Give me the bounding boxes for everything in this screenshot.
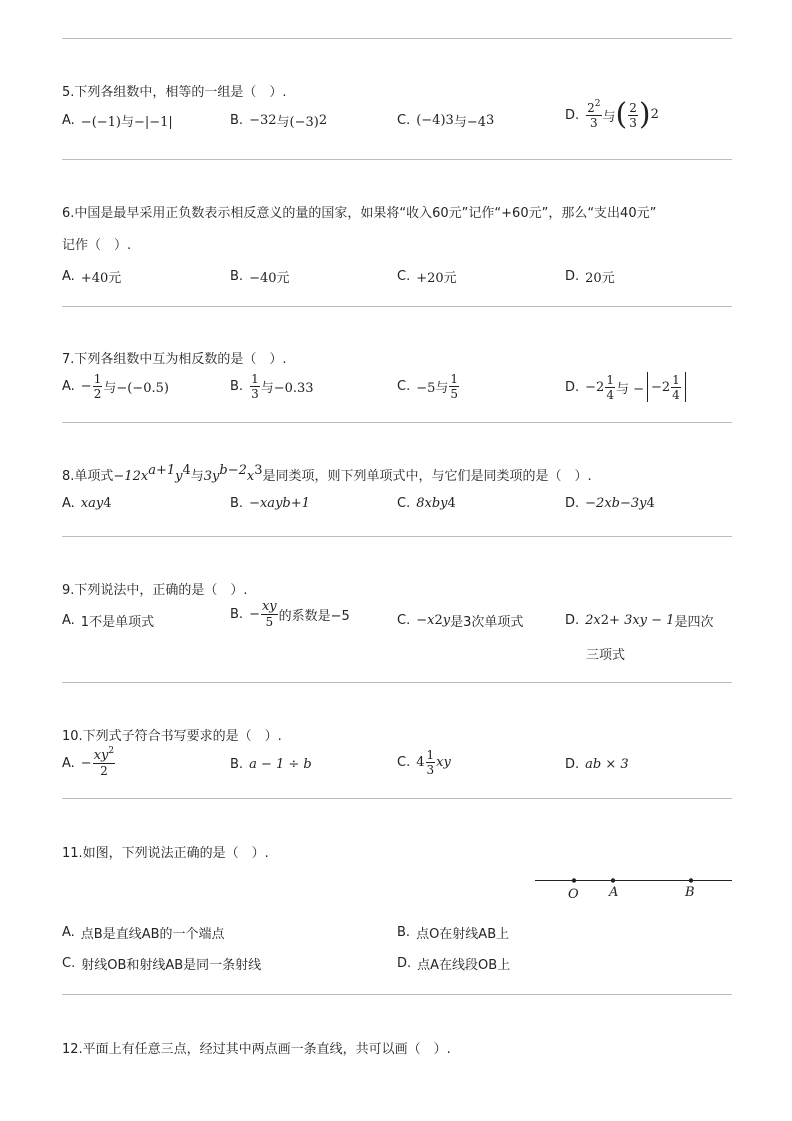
math-base: y xyxy=(440,496,448,511)
fraction xyxy=(449,372,459,401)
fraction xyxy=(261,600,278,629)
q7-option-c[interactable] xyxy=(397,372,460,401)
numerator: 2 xyxy=(629,100,637,115)
option-label: A. xyxy=(62,925,75,940)
question-12-stem: 12.平面上有任意三点，经过其中两点画一条直线，共可以画（ ）. xyxy=(62,1042,451,1057)
numerator: 1 xyxy=(426,748,435,762)
fraction xyxy=(671,373,681,402)
numerator: 2 xyxy=(587,100,595,115)
divider xyxy=(62,994,732,995)
denominator: 3 xyxy=(629,115,637,130)
denominator: 2 xyxy=(93,387,102,401)
stem-prefix: 8.单项式 xyxy=(62,469,114,484)
exponent: 2 xyxy=(594,98,601,109)
q9-option-b[interactable] xyxy=(230,600,350,629)
option-text: 射线OB和射线AB是同一条射线 xyxy=(81,958,262,973)
math-sign: − xyxy=(80,755,92,771)
divider xyxy=(62,536,732,537)
q5-option-d[interactable]: D. $\frac{2^2}{3}$ 与 ( $\frac{2}{3}$ ) 2 xyxy=(565,97,659,132)
option-text: 是四次 xyxy=(674,615,714,630)
divider xyxy=(62,798,732,799)
denominator: 2 xyxy=(100,764,108,778)
q10-option-b[interactable] xyxy=(230,757,312,772)
math-base: y xyxy=(95,496,104,511)
option-text: 1不是单项式 xyxy=(80,615,155,630)
abs-bar-right xyxy=(685,372,686,402)
q8-option-b[interactable]: B. −x a y b+1 xyxy=(230,495,310,511)
question-11-stem: 11.如图，下列说法正确的是（ ）. xyxy=(62,846,269,861)
math-base: y xyxy=(639,496,647,511)
exponent: 2 xyxy=(108,746,115,756)
option-text: 点B是直线AB的一个端点 xyxy=(80,927,225,942)
mixed-number-whole: 4 xyxy=(416,755,425,770)
q10-option-d[interactable] xyxy=(565,757,629,772)
divider xyxy=(62,306,732,307)
fraction xyxy=(586,98,601,130)
question-5-stem: 5.下列各组数中，相等的一组是（ ）. xyxy=(62,85,287,100)
question-7-stem: 7.下列各组数中互为相反数的是（ ）. xyxy=(62,352,287,367)
denominator: 5 xyxy=(450,387,459,401)
divider xyxy=(62,159,732,160)
option-label: D. xyxy=(565,379,580,395)
option-label: B. xyxy=(230,757,244,772)
math-base: (−4) xyxy=(416,113,446,128)
option-text: −5与 xyxy=(416,381,449,396)
denominator: 3 xyxy=(426,763,435,777)
question-6-stem-line2: 记作（ ）. xyxy=(62,238,132,253)
option-label: B. xyxy=(397,925,411,940)
option-label: D. xyxy=(565,107,580,123)
option-label: D. xyxy=(565,496,580,511)
divider xyxy=(62,682,732,683)
q8-option-d[interactable]: D. −2x b−3 y 4 xyxy=(565,495,655,511)
option-text: a − 1 ÷ b xyxy=(249,757,312,772)
question-6-stem: 6.中国是最早采用正负数表示相反意义的量的国家，如果将“收入60元”记作“+60元”，那么“支出40元” xyxy=(62,206,657,221)
q9-option-d-line2: 三项式 xyxy=(586,648,626,663)
q10-option-c[interactable] xyxy=(397,748,451,777)
fraction xyxy=(605,373,615,402)
math-base: 8x xyxy=(416,496,432,511)
point-b xyxy=(689,878,693,882)
math-middle: 与−4 xyxy=(453,115,486,130)
stem-middle: 与 xyxy=(190,469,204,484)
math-expression: + 3xy − 1 xyxy=(609,613,675,628)
option-text: 点A在线段OB上 xyxy=(417,958,511,973)
math-base: −2x xyxy=(585,496,612,511)
fraction xyxy=(250,372,260,401)
numerator: 1 xyxy=(450,372,459,386)
option-text: 与−0.33 xyxy=(260,381,314,396)
denominator: 5 xyxy=(265,615,274,629)
point-o xyxy=(572,878,576,882)
divider xyxy=(62,38,732,39)
q8-option-c[interactable]: C. 8x b y 4 xyxy=(397,495,456,511)
option-label: A. xyxy=(62,379,75,394)
numerator: 1 xyxy=(606,372,614,387)
q10-option-a[interactable] xyxy=(62,748,116,778)
option-label: D. xyxy=(565,613,580,628)
option-text: −40元 xyxy=(249,271,290,286)
term-1-var: y xyxy=(175,469,183,484)
option-label: B. xyxy=(230,496,244,511)
q7-option-d[interactable] xyxy=(565,372,689,402)
option-text: −(−1)与−|−1| xyxy=(80,115,173,130)
numerator: 1 xyxy=(672,372,680,387)
option-label: A. xyxy=(62,755,75,771)
q7-option-b[interactable] xyxy=(230,372,314,401)
q9-option-c[interactable]: C. −x 2 y 是3次单项式 xyxy=(397,612,524,630)
stem-suffix: 是同类项，则下列单项式中，与它们是同类项的是（ ）. xyxy=(262,469,592,484)
mixed-number-whole: −2 xyxy=(651,379,671,395)
option-label: A. xyxy=(62,113,75,128)
q5-option-b[interactable]: B. −3 2 与(−3) 2 xyxy=(230,112,328,130)
point-label-b: B xyxy=(685,885,695,900)
option-label: B. xyxy=(230,269,244,284)
option-label: A. xyxy=(62,613,75,628)
option-label: D. xyxy=(397,956,412,971)
q9-option-a[interactable] xyxy=(62,611,154,630)
option-label: C. xyxy=(397,269,411,284)
option-label: A. xyxy=(62,269,75,284)
math-base: x xyxy=(80,496,89,511)
denominator: 3 xyxy=(590,115,598,130)
fraction xyxy=(426,748,436,777)
point-label-o: O xyxy=(568,887,579,902)
option-label: C. xyxy=(397,613,411,628)
fraction xyxy=(93,372,103,401)
option-label: C. xyxy=(397,755,411,770)
numerator: 1 xyxy=(251,372,259,386)
option-text: 与 xyxy=(602,109,616,125)
option-label: C. xyxy=(397,496,411,511)
math-base: 2x xyxy=(585,613,601,628)
option-label: B. xyxy=(230,113,244,128)
fraction xyxy=(628,101,638,130)
point-label-a: A xyxy=(609,885,619,900)
math-var: xy xyxy=(436,755,451,770)
q9-option-d[interactable]: D. 2x 2 + 3xy − 1 是四次 xyxy=(565,612,714,630)
math-sign: − xyxy=(249,607,260,622)
q11-option-c[interactable] xyxy=(62,954,261,973)
q5-option-c[interactable]: C. (−4) 3 与−4 3 xyxy=(397,112,495,130)
option-text: 是3次单项式 xyxy=(450,615,524,630)
mixed-number-whole: −2 xyxy=(585,379,605,395)
term-2-exponent-2: 3 xyxy=(254,463,263,478)
q6-option-a[interactable] xyxy=(62,267,121,286)
option-text: ab × 3 xyxy=(585,757,629,772)
q11-option-a[interactable] xyxy=(62,923,225,942)
option-text: 点O在射线AB上 xyxy=(416,927,510,942)
term-2: 3y xyxy=(203,469,220,484)
q6-option-c[interactable] xyxy=(397,267,457,286)
option-label: C. xyxy=(397,113,411,128)
option-label: C. xyxy=(397,379,411,394)
right-paren: ) xyxy=(638,97,651,132)
q5-option-a[interactable] xyxy=(62,111,173,130)
numerator: xy xyxy=(261,599,277,614)
q11-option-d[interactable] xyxy=(397,954,510,973)
math-base: y xyxy=(275,496,283,511)
q8-option-a[interactable]: A. x a y 4 xyxy=(62,495,112,511)
option-label: A. xyxy=(62,496,75,511)
question-9-stem: 9.下列说法中，正确的是（ ）. xyxy=(62,583,248,598)
math-base: −x xyxy=(416,613,435,628)
math-middle: 与(−3) xyxy=(276,115,319,130)
option-label: C. xyxy=(62,956,76,971)
denominator: 4 xyxy=(606,387,614,402)
term-1-exponent: a+1 xyxy=(148,463,176,478)
option-text: 与−(−0.5) xyxy=(103,381,169,396)
q6-option-b[interactable] xyxy=(230,267,290,286)
option-label: D. xyxy=(565,269,580,284)
fraction xyxy=(93,748,115,778)
left-paren: ( xyxy=(615,97,628,132)
divider xyxy=(62,422,732,423)
numerator: xy xyxy=(93,748,109,763)
q7-option-a[interactable] xyxy=(62,372,169,401)
line-figure xyxy=(530,868,735,902)
option-label: B. xyxy=(230,607,244,622)
numerator: 1 xyxy=(93,372,102,386)
denominator: 3 xyxy=(251,387,259,401)
option-text: 20元 xyxy=(585,271,615,286)
option-text: 的系数是−5 xyxy=(278,609,350,624)
q6-option-d[interactable] xyxy=(565,267,615,286)
question-8-stem xyxy=(62,465,592,484)
q11-option-b[interactable] xyxy=(397,923,509,942)
term-1-exponent-2: 4 xyxy=(182,463,191,478)
term-2-var: x xyxy=(246,469,255,484)
math-sign: − xyxy=(80,379,92,394)
option-label: B. xyxy=(230,379,244,394)
math-base: −x xyxy=(249,496,268,511)
abs-bar-left xyxy=(647,372,648,402)
math-var: y xyxy=(442,613,451,628)
term-2-exponent: b−2 xyxy=(219,463,247,478)
term-1: −12x xyxy=(113,469,149,484)
question-10-stem: 10.下列式子符合书写要求的是（ ）. xyxy=(62,729,282,744)
option-text: +20元 xyxy=(416,271,457,286)
option-text: +40元 xyxy=(80,271,122,286)
math-base: −3 xyxy=(249,113,269,128)
option-text: 与 − xyxy=(615,381,644,397)
point-a xyxy=(611,878,615,882)
denominator: 4 xyxy=(672,387,680,402)
option-label: D. xyxy=(565,757,580,772)
